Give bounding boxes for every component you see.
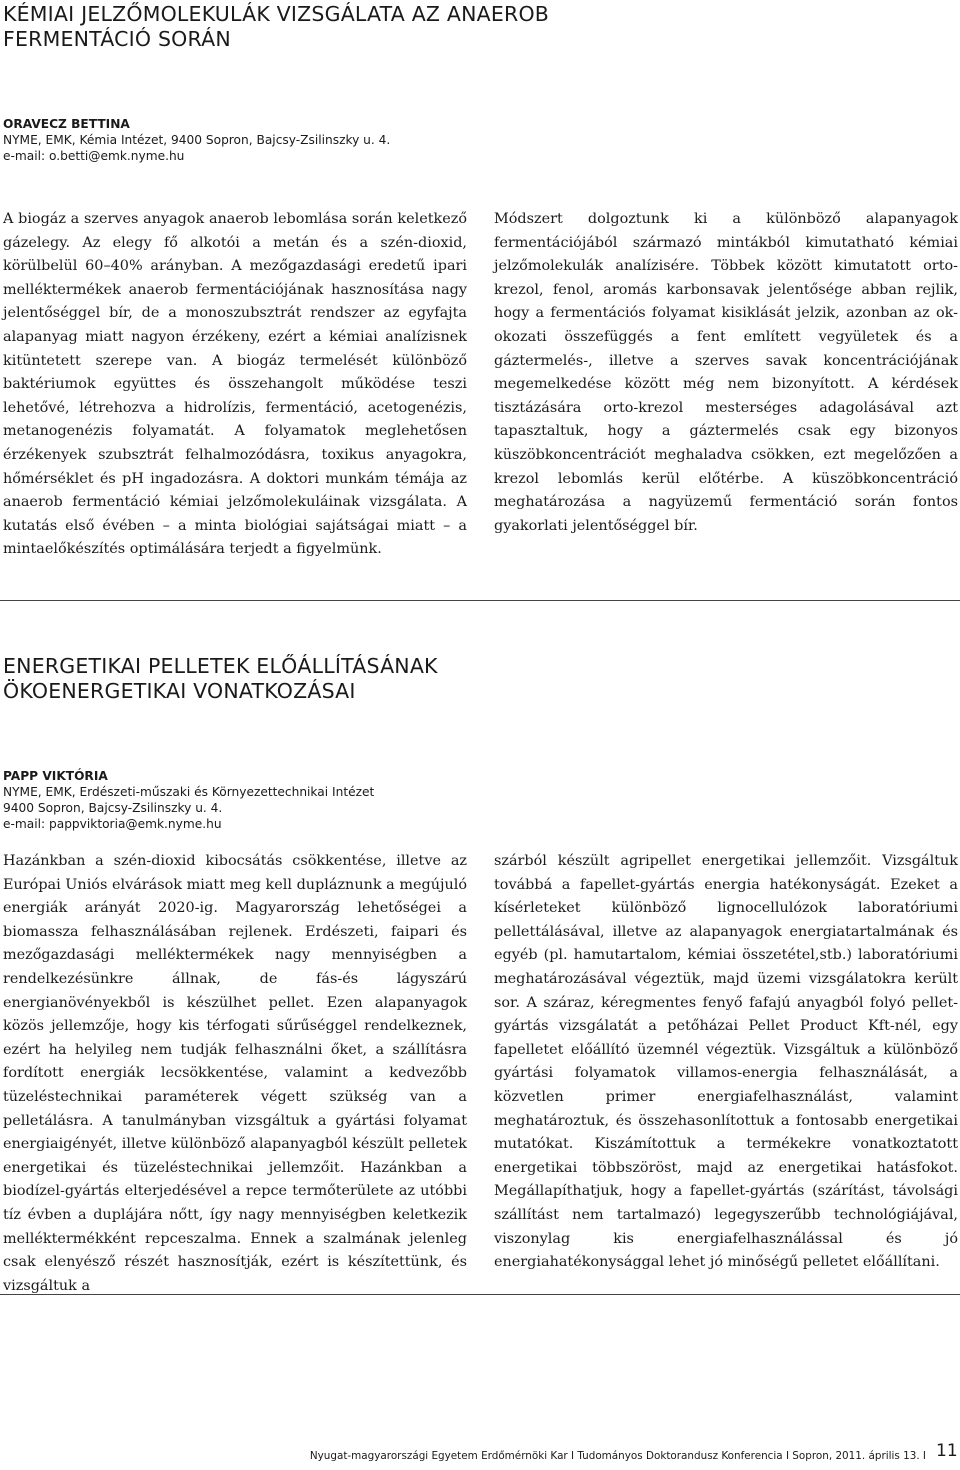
page-footer: Nyugat-magyarországi Egyetem Erdőmérnöki Kar I Tudományos Doktorandusz Konferencia I Sopron, 2011. április 13. I: [309, 1450, 926, 1462]
article-2-title: [3, 654, 903, 704]
article-2-affiliation-1: NYME, EMK, Erdészeti-műszaki és Környezettechnikai Intézet: [3, 785, 375, 799]
section-divider: [0, 600, 960, 601]
article-1-title: [3, 2, 903, 52]
article-1-author-block: [3, 116, 703, 164]
article-1-title-line-2: FERMENTÁCIÓ SORÁN: [3, 27, 231, 51]
article-2-column-right: [494, 850, 958, 1275]
article-1-body-right: Módszert dolgoztunk ki a különböző alapanyagok fermentációjából származó mintákból kimutatható kémiai jelzőmolekulák analízisére. Többek között kimutatott orto-krezol, fenol, aromás karbonsavak jelentősége abban rejlik, hogy a fermentációs folyamat kisiklását jelzik, azonban az ok-okozati összefüggés a fent említett vegyületek és a gáztermelés-, illetve a szerves savak koncentrációjának megemelkedése között még nem bizonyított. A kérdések tisztázására orto-krezol mesterséges adagolásával azt tapasztaltuk, hogy a gáztermelés csak egy bizonyos küszöbkoncentrációt meghaladva csökken, ezt megelőzően a krezol lebomlás kerül előtérbe. A küszöbkoncentráció meghatározása a nagyüzemű fermentáció során fontos gyakorlati jelentőséggel bír.: [494, 211, 958, 534]
article-2-column-left: [3, 850, 467, 1298]
article-1-author-name: ORAVECZ BETTINA: [3, 117, 130, 131]
article-1-email: e-mail: o.betti@emk.nyme.hu: [3, 149, 185, 163]
article-1-title-line-1: KÉMIAI JELZŐMOLEKULÁK VIZSGÁLATA AZ ANAEROB: [3, 2, 550, 26]
article-1-column-right: [494, 208, 958, 538]
article-1-body-left: A biogáz a szerves anyagok anaerob lebomlása során keletkező gázelegy. Az elegy fő alkotói a metán és a szén-dioxid, körülbelül 60–40% arányban. A mezőgazdasági eredetű ipari melléktermékek anaerob fermentációjának hasznosítása nagy jelentőséggel bír, de a monoszubsztrát rendszer az egyfajta alapanyag miatt nagyon érzékeny, ezért a kémiai analízisnek kitüntetett szerepe van. A biogáz termelését különböző baktériumok együttes és összehangolt működése teszi lehetővé, létrehozva a hidrolízis, fermentáció, acetogenézis, metanogenézis folyamatát. A folyamatok meglehetősen érzékenyek szubsztrát felhalmozódásra, toxikus anyagokra, hőmérséklet és pH ingadozásra. A doktori munkám témája az anaerob fermentáció kémiai jelzőmolekuláinak vizsgálata. A kutatás első évében – a minta biológiai sajátságai miatt – a mintaelőkészítés optimálására terjedt a figyelmünk.: [3, 211, 467, 558]
article-2-title-line-1: ENERGETIKAI PELLETEK ELŐÁLLÍTÁSÁNAK: [3, 654, 438, 678]
article-2-title-line-2: ÖKOENERGETIKAI VONATKOZÁSAI: [3, 679, 356, 703]
section-divider-bottom: [0, 1294, 960, 1295]
article-2-author-block: [3, 768, 703, 832]
article-2-body-left: Hazánkban a szén-dioxid kibocsátás csökkentése, illetve az Európai Uniós elvárások miatt meg kell dupláznunk a megújuló energiák arányát 2020-ig. Magyarország lehetőségei a biomassza felhasználásában rejlenek. Erdészeti, faipari és mezőgazdasági melléktermékek nagy mennyiségben a rendelkezésünkre állnak, de fás-és lágyszárú energianövényekből is készülhet pellet. Ezen alapanyagok közös jellemzője, hogy kis térfogati sűrűséggel rendelkeznek, ezért ha helyileg nem tudják felhasználni őket, a szállításra fordított energiák lecsökkentése, valamint a kedvezőbb tüzeléstechnikai paraméterek végett szükség van a pelletálásra. A tanulmányban vizsgáltuk a gyártási folyamat energiaigényét, illetve különböző alapanyagból készült pelletek energetikai és tüzeléstechnikai jellemzőit. Hazánkban a biodízel-gyártás elterjedésével a repce termőterülete az utóbbi tíz évben a duplájára nőtt, így nagy mennyiségben keletkezik melléktermékként repceszalma. Ennek a szalmának jelenleg csak elenyésző részét hasznosítják, ezért is készítettünk, és vizsgáltuk a: [3, 853, 467, 1294]
article-1-affiliation: NYME, EMK, Kémia Intézet, 9400 Sopron, Bajcsy-Zsilinszky u. 4.: [3, 133, 391, 147]
article-2-affiliation-2: 9400 Sopron, Bajcsy-Zsilinszky u. 4.: [3, 801, 223, 815]
page-number: 11: [936, 1441, 958, 1461]
article-2-body-right: szárból készült agripellet energetikai jellemzőit. Vizsgáltuk továbbá a fapellet-gyártás energia hatékonyságát. Ezeket a kísérleteket különböző lignocellulózok laboratóriumi pellettálásával, illetve az alapanyagok energiatartalmának és egyéb (pl. hamutartalom, kémiai összetétel,stb.) laboratóriumi meghatározásával végeztük, majd üzemi vizsgálatokra került sor. A száraz, kéregmentes fenyő fafajú anyagból folyó pellet-gyártás vizsgálatát a petőházai Pellet Product Kft-nél, egy fapelletet előállító üzemnél végeztük. Vizsgáltuk a különböző gyártási folyamatok villamos-energia felhasználását, a közvetlen primer energiafelhasználást, valamint meghatároztuk, és összehasonlítottuk a fontosabb energetikai mutatókat. Kiszámítottuk a termékekre vonatkoztatott energetikai többszöröst, majd az energetikai hatásfokot. Megállapíthatjuk, hogy a fapellet-gyártás (szárítást, távolsági szállítást nem tartalmazó) legegyszerűbb technológiájával, viszonylag kis energiafelhasználással és jó energiahatékonysággal lehet jó minőségű pelletet előállítani.: [494, 853, 958, 1271]
article-2-author-name: PAPP VIKTÓRIA: [3, 769, 108, 783]
article-1-column-left: [3, 208, 467, 562]
article-2-email: e-mail: pappviktoria@emk.nyme.hu: [3, 817, 222, 831]
